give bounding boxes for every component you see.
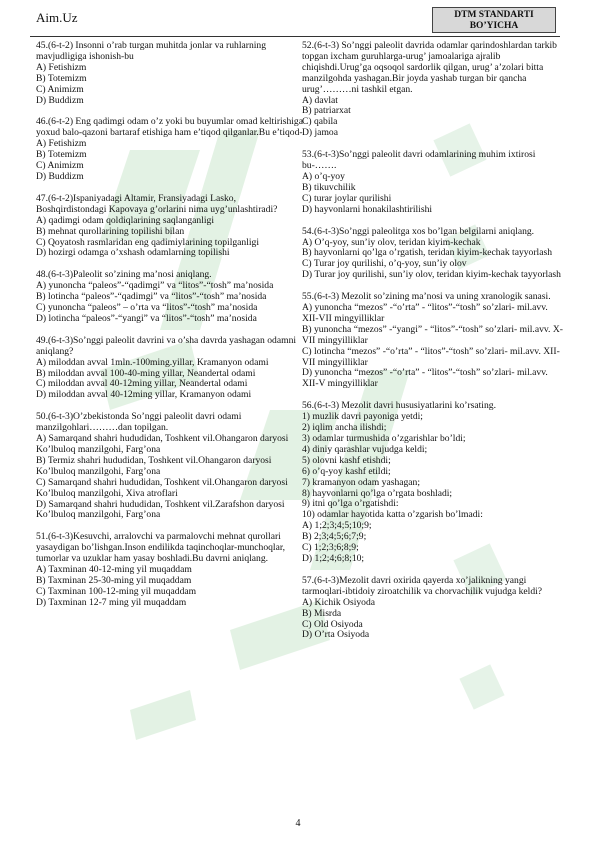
answer-option: D) Taxminan 12-7 ming yil muqaddam	[36, 596, 187, 608]
answer-option: B) Termiz shahri hududidan, Toshkent vil.Ohangaron daryosi Ko’lbuloq manzilgohi, Farg’ona	[36, 454, 272, 477]
header-badge-line2: BO’YICHA	[469, 21, 519, 31]
answer-option: 10) odamlar hayotida katta o’zgarish bo’lmadi:	[302, 509, 483, 521]
question-stem: 51.(6-t-3)Kesuvchi, arralovchi va parmalovchi mehnat qurollari yasaydigan bo’lishgan.Inson endilikda taqinchoqlar-munchoqlar, tumorlar va uzuklar ham yasay boshladi.Bu davrni aniqlang.	[36, 531, 286, 565]
answer-option: D) Buddizm	[36, 170, 84, 182]
answer-option: A) Fetishizm	[36, 138, 87, 150]
answer-option: 5) olovni kashf etishdi;	[302, 454, 391, 466]
answer-option: 8) hayvonlarni qo’lga o’rgata boshladi;	[302, 487, 453, 499]
answer-option: B) hayvonlarni qo’lga o’rgatish, teridan kiyim-kechak tayyorlash	[302, 247, 552, 259]
answer-option: 2) iqlim ancha ilishdi;	[302, 422, 387, 434]
answer-option: C) 1;2;3;6;8;9;	[302, 542, 359, 554]
answer-option: C) Turar joy qurilishi, o’q-yoy, sun’iy olov	[302, 258, 467, 270]
question-block	[302, 150, 564, 215]
answer-option: A) Taxminan 40-12-ming yil muqaddam	[36, 564, 192, 576]
question-stem: 46.(6-t-2) Eng qadimgi odam o’z yoki bu buyumlar omad keltirishiga yoxud balo-qazoni bartaraf etishiga ham e’tiqod qilganlar.Bu e’tiqod-	[36, 116, 303, 139]
answer-option: A) 1;2;3;4;5;10;9;	[302, 520, 372, 532]
answer-option: A) Fetishizm	[36, 61, 87, 73]
answer-option: C) qabila	[302, 116, 338, 128]
answer-option: B) patriarxat	[302, 105, 351, 117]
question-block	[36, 532, 304, 608]
answer-option: A) Kichik Osiyoda	[302, 596, 376, 608]
answer-option: B) mehnat qurollarining topilishi bilan	[36, 225, 185, 237]
answer-option: B) Taxminan 25-30-ming yil muqaddam	[36, 574, 192, 586]
answer-option: D) yunoncha “mezos” -“o’rta” - “litos”-“tosh” so’zlari- mil.avv. XII-V mingyilliklar	[302, 367, 548, 390]
question-stem: 49.(6-t-3)So’nggi paleolit davrini va o’sha davrda yashagan odamni aniqlang?	[36, 334, 297, 357]
answer-option: C) yunoncha “paleos” – o’rta va “litos”-“tosh” ma’nosida	[36, 302, 258, 314]
question-block	[302, 576, 564, 641]
answer-option: D) O’rta Osiyoda	[302, 629, 370, 641]
answer-option: A) Samarqand shahri hududidan, Toshkent vil.Ohangaron daryosi Ko’lbuloq manzilgohi, Farg’ona	[36, 433, 289, 455]
answer-option: A) yunoncha “paleos”-“qadimgi” va “litos”-“tosh” ma’nosida	[36, 280, 274, 292]
answer-option: B) miloddan avval 100-40-ming yillar, Neandertal odami	[36, 367, 256, 379]
answer-option: C) Animizm	[36, 160, 84, 172]
page-number: 4	[295, 818, 301, 829]
question-stem: 53.(6-t-3)So’nggi paleolit davri odamlarining muhim ixtirosi bu-…….	[302, 149, 536, 172]
answer-option: C) Samarqand shahri hududidan, Toshkent vil.Ohangaron daryosi Ko’lbuloq manzilgohi, Xiva atroflari	[36, 476, 288, 499]
question-stem: 45.(6-t-2) Insonni o’rab turgan muhitda jonlar va ruhlarning mavjudligiga ishonish-bu	[36, 40, 267, 62]
answer-option: B) 2;3;4;5;6;7;9;	[302, 531, 367, 543]
question-stem: 57.(6-t-3)Mezolit davri oxirida qayerda xo’jalikning yangi tarmoqlari-ibtidoiy ziroatchilik va chorvachilik vujudga keldi?	[302, 574, 543, 597]
answer-option: A) qadimgi odam qoldiqlarining saqlanganligi	[36, 214, 214, 226]
question-stem: 55.(6-t-3) Mezolit so’zining ma’nosi va uning xranologik sanasi.	[302, 291, 551, 303]
answer-option: 4) diniy qarashlar vujudga keldi;	[302, 443, 428, 455]
answer-option: D) hayvonlarni honakilashtirilishi	[302, 203, 433, 215]
question-block	[36, 41, 304, 106]
answer-option: D) miloddan avval 40-12ming yillar, Kramanyon odami	[36, 389, 252, 401]
answer-option: C) Old Osiyoda	[302, 618, 363, 630]
answer-option: B) yunoncha “mezos” -“yangi” - “litos”-“tosh” so’zlari- mil.avv. X-VII mingyilliklar	[302, 323, 563, 346]
answer-option: B) tikuvchilik	[302, 181, 356, 193]
header-divider	[30, 36, 560, 37]
answer-option: A) O’q-yoy, sun’iy olov, teridan kiyim-kechak	[302, 236, 481, 248]
answer-option: D) lotincha “paleos”-“yangi” va “litos”-“tosh” ma’nosida	[36, 312, 257, 324]
question-block	[36, 117, 304, 182]
question-block	[36, 270, 304, 325]
answer-option: D) jamoa	[302, 127, 338, 139]
answer-option: B) Misrda	[302, 607, 342, 619]
answer-option: 1) muzlik davri payoniga yetdi;	[302, 411, 423, 423]
answer-option: C) Animizm	[36, 83, 84, 95]
question-block	[36, 412, 304, 521]
answer-option: B) Totemizm	[36, 72, 87, 84]
answer-option: D) hozirgi odamga o’xshash odamlarning topilishi	[36, 247, 230, 259]
header-badge	[432, 7, 556, 33]
right-column	[302, 41, 564, 652]
answer-option: C) lotincha “mezos” -“o’rta” - “litos”-“tosh” so’zlari- mil.avv. XII-VII mingyilliklar	[302, 345, 560, 368]
answer-option: D) Samarqand shahri hududidan, Toshkent vil.Zarafshon daryosi Ko’lbuloq manzilgohi, Farg’ona	[36, 498, 285, 521]
answer-option: D) 1;2;4;6;8;10;	[302, 552, 365, 564]
answer-option: C) turar joylar qurilishi	[302, 192, 392, 204]
answer-option: C) miloddan avval 40-12ming yillar, Neandertal odami	[36, 378, 248, 390]
answer-option: A) davlat	[302, 94, 338, 106]
question-block	[302, 227, 564, 282]
question-block	[302, 401, 564, 565]
answer-option: 6) o’q-yoy kashf etildi;	[302, 465, 391, 477]
answer-option: C) Taxminan 100-12-ming yil muqaddam	[36, 585, 197, 597]
answer-option: B) lotincha “paleos”-“qadimgi” va “litos”-“tosh” ma’nosida	[36, 291, 267, 303]
answer-option: A) miloddan avval 1mln.-100ming.yillar, Kramanyon odami	[36, 356, 269, 368]
answer-option: 9) itni qo’lga o’rgatishdi:	[302, 498, 399, 510]
answer-option: D) Turar joy qurilishi, sun’iy olov, teridan kiyim-kechak tayyorlash	[302, 269, 561, 281]
answer-option: A) yunoncha “mezos” -“o’rta” - “litos”-“tosh” so’zlari- mil.avv. XII-VII mingyilliklar	[302, 302, 548, 324]
question-stem: 47.(6-t-2)Ispaniyadagi Altamir, Fransiyadagi Lasko, Boshqirdistondagi Kapovaya g’orlarini nima uyg’unlashtiradi?	[36, 192, 278, 215]
site-brand: Aim.Uz	[36, 10, 78, 25]
answer-option: 3) odamlar turmushida o’zgarishlar bo’ldi;	[302, 433, 466, 444]
question-stem: 56.(6-t-3) Mezolit davri hususiyatlarini ko’rsating.	[302, 400, 496, 412]
answer-option: 7) kramanyon odam yashagan;	[302, 476, 421, 488]
question-stem: 54.(6-t-3)So’nggi paleolitga xos bo’lgan belgilarni aniqlang.	[302, 225, 535, 237]
header-badge-line1: DTM STANDARTI	[454, 10, 534, 20]
question-block	[36, 336, 304, 401]
answer-option: C) Qoyatosh rasmlaridan eng qadimiylarining topilganligi	[36, 236, 260, 248]
left-column	[36, 41, 304, 620]
question-block	[302, 292, 564, 390]
question-stem: 48.(6-t-3)Paleolit so’zining ma’nosi aniqlang.	[36, 269, 212, 281]
answer-option: D) Buddizm	[36, 94, 84, 106]
answer-option: B) Totemizm	[36, 149, 87, 161]
question-block	[302, 41, 564, 139]
question-stem: 52.(6-t-3) So’nggi paleolit davrida odamlar qarindoshlardan tarkib topgan ixcham guruhlarga-urug’ jamoalariga ajralib chiqishdi.Urug’ga oqsoqol sardorlik qilgan, urug’ a’zolari bitta manzilgohda yashagan.Bir joyda yashab turgan bir qancha urug’………ni tashkil etgan.	[302, 40, 557, 95]
question-stem: 50.(6-t-3)O’zbekistonda So’nggi paleolit davri odami manzilgohlari………dan topilgan.	[36, 411, 242, 434]
question-block	[36, 194, 304, 259]
answer-option: A) o’q-yoy	[302, 170, 345, 182]
